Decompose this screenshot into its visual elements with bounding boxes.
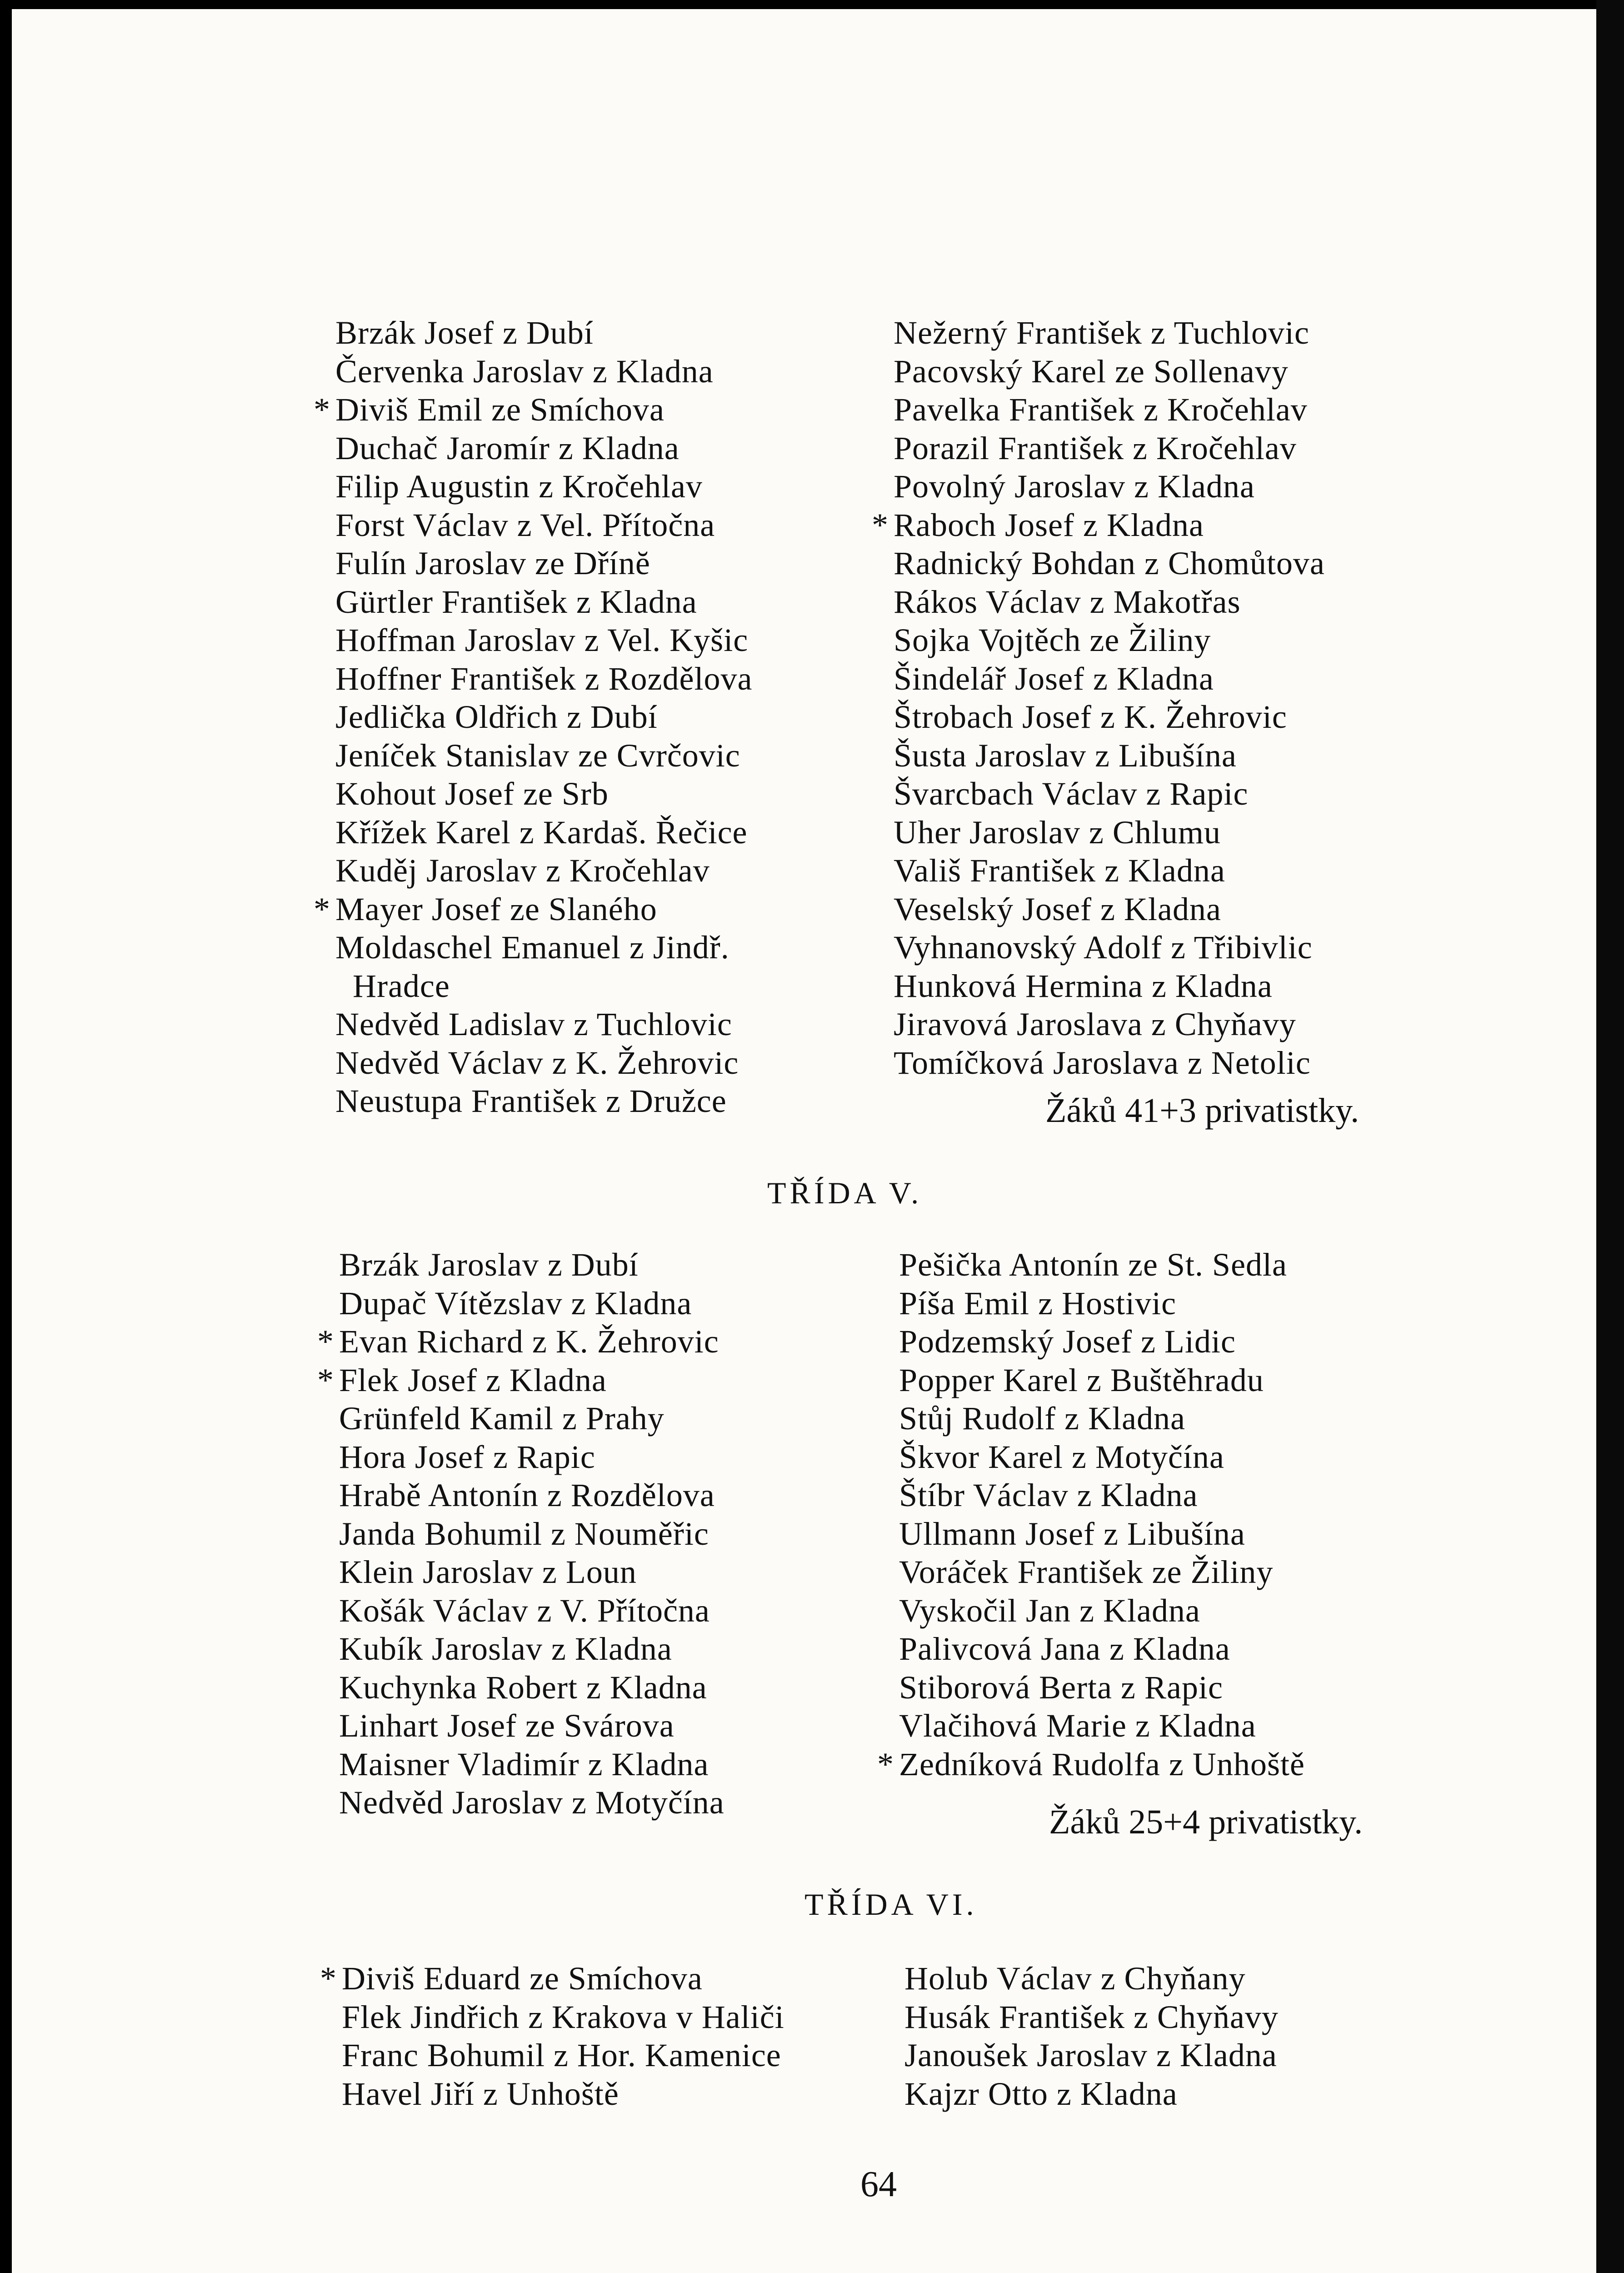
student-name: Maisner Vladimír z Kladna	[339, 1746, 709, 1782]
student-entry	[899, 1515, 1305, 1553]
student-name: Linhart Josef ze Svárova	[339, 1707, 675, 1744]
student-name: Tomíčková Jaroslava z Netolic	[894, 1044, 1311, 1081]
student-entry	[894, 467, 1325, 506]
student-name: Vlačihová Marie z Kladna	[899, 1707, 1256, 1744]
student-entry	[339, 1630, 725, 1668]
student-entry	[339, 1246, 725, 1284]
student-name: Mayer Josef ze Slaného	[335, 891, 657, 927]
student-entry	[899, 1284, 1305, 1323]
student-name: Popper Karel z Buštěhradu	[899, 1362, 1264, 1398]
student-name: Kubík Jaroslav z Kladna	[339, 1631, 672, 1667]
student-entry	[894, 775, 1325, 813]
student-name: Sojka Vojtěch ze Žiliny	[894, 622, 1211, 658]
student-name: Povolný Jaroslav z Kladna	[894, 468, 1255, 505]
student-entry	[335, 851, 752, 890]
student-name: Vyskočil Jan z Kladna	[899, 1592, 1200, 1629]
student-name: Dupač Vítězslav z Kladna	[339, 1285, 692, 1322]
student-name: Holub Václav z Chyňany	[904, 1960, 1246, 1997]
section-v-left-column	[317, 1246, 725, 1822]
student-entry	[899, 1322, 1305, 1361]
section-iv-left-column	[314, 314, 753, 1121]
student-name: Neustupa František z Družce	[335, 1083, 727, 1119]
student-name: Duchač Jaromír z Kladna	[335, 430, 680, 466]
student-entry	[894, 928, 1325, 967]
student-entry	[894, 352, 1325, 391]
student-name: Hoffner František z Rozdělova	[335, 660, 753, 697]
student-entry	[894, 698, 1325, 736]
student-name: Veselský Josef z Kladna	[894, 891, 1221, 927]
student-name: Porazil František z Kročehlav	[894, 430, 1297, 466]
student-name: Nedvěd Jaroslav z Motyčína	[339, 1784, 725, 1821]
student-entry	[894, 391, 1325, 429]
student-entry	[320, 1959, 785, 1998]
student-name: Štrobach Josef z K. Žehrovic	[894, 699, 1287, 735]
student-entry	[894, 621, 1325, 660]
student-entry	[894, 890, 1325, 929]
student-entry	[899, 1246, 1305, 1284]
section-v-summary: Žáků 25+4 privatistky.	[1049, 1803, 1363, 1841]
student-entry	[339, 1707, 725, 1745]
student-entry	[894, 851, 1325, 890]
student-entry	[335, 1044, 752, 1082]
student-entry	[335, 621, 752, 660]
student-entry	[899, 1438, 1305, 1477]
student-name: Jedlička Oldřich z Dubí	[335, 699, 658, 735]
student-name: Gürtler František z Kladna	[335, 583, 697, 620]
student-name: Grünfeld Kamil z Prahy	[339, 1400, 665, 1437]
student-entry	[342, 1998, 785, 2037]
student-name: Ullmann Josef z Libušína	[899, 1515, 1245, 1552]
student-name: Brzák Jaroslav z Dubí	[339, 1247, 639, 1283]
student-entry	[339, 1783, 725, 1822]
student-entry	[894, 967, 1325, 1006]
student-name: Hunková Hermina z Kladna	[894, 967, 1273, 1004]
student-entry	[339, 1438, 725, 1477]
student-entry	[335, 775, 752, 813]
page-number: 64	[860, 2164, 897, 2204]
student-name: Diviš Emil ze Smíchova	[335, 391, 665, 428]
student-name: Filip Augustin z Kročehlav	[335, 468, 703, 505]
student-name: Rákos Václav z Makotřas	[894, 583, 1241, 620]
student-name: Vyhnanovský Adolf z Třibivlic	[894, 929, 1313, 966]
student-entry	[339, 1553, 725, 1592]
student-entry	[335, 352, 752, 391]
student-name: Kuděj Jaroslav z Kročehlav	[335, 852, 710, 889]
student-entry	[335, 928, 752, 967]
student-name: Píša Emil z Hostivic	[899, 1285, 1176, 1322]
student-name: Štíbr Václav z Kladna	[899, 1477, 1198, 1513]
student-entry	[335, 813, 752, 852]
student-name: Havel Jiří z Unhoště	[342, 2075, 619, 2112]
student-name: Kajzr Otto z Kladna	[904, 2075, 1178, 2112]
student-name: Forst Václav z Vel. Přítočna	[335, 506, 715, 543]
student-name: Radnický Bohdan z Chomůtova	[894, 545, 1325, 581]
student-name: Šindelář Josef z Kladna	[894, 660, 1214, 697]
student-entry	[317, 1322, 725, 1361]
student-entry	[314, 890, 752, 929]
asterisk-mark: *	[317, 1323, 334, 1360]
student-entry	[335, 698, 752, 736]
student-entry	[335, 1082, 752, 1121]
student-entry	[339, 1399, 725, 1438]
student-name: Diviš Eduard ze Smíchova	[342, 1960, 703, 1997]
student-name: Kohout Josef ze Srb	[335, 776, 609, 812]
student-entry	[339, 1668, 725, 1707]
section-iv-right-column	[872, 314, 1325, 1082]
student-entry	[894, 1005, 1325, 1044]
student-entry	[314, 391, 752, 429]
student-name: Janoušek Jaroslav z Kladna	[904, 2037, 1277, 2073]
student-name: Šusta Jaroslav z Libušína	[894, 737, 1237, 774]
student-name: Pavelka František z Kročehlav	[894, 391, 1308, 428]
student-entry	[339, 1476, 725, 1515]
student-name: Voráček František ze Žiliny	[899, 1554, 1274, 1590]
student-name: Košák Václav z V. Přítočna	[339, 1592, 710, 1629]
student-entry	[335, 736, 752, 775]
student-name: Franc Bohumil z Hor. Kamenice	[342, 2037, 781, 2073]
student-entry	[899, 1361, 1305, 1400]
section-v-right-column	[877, 1246, 1305, 1783]
student-entry	[339, 1284, 725, 1323]
student-entry	[872, 506, 1325, 545]
asterisk-mark: *	[877, 1746, 894, 1782]
student-name: Švarcbach Václav z Rapic	[894, 776, 1249, 812]
student-entry	[335, 467, 752, 506]
student-entry	[904, 1998, 1279, 2037]
student-name: Hoffman Jaroslav z Vel. Kyšic	[335, 622, 749, 658]
student-name: Červenka Jaroslav z Kladna	[335, 353, 714, 390]
student-entry	[335, 1005, 752, 1044]
section-vi-heading: TŘÍDA VI.	[805, 1887, 978, 1922]
student-name: Stiborová Berta z Rapic	[899, 1669, 1223, 1706]
student-name: Nedvěd Václav z K. Žehrovic	[335, 1044, 739, 1081]
student-name: Husák František z Chyňavy	[904, 1998, 1279, 2035]
student-entry	[899, 1553, 1305, 1592]
student-entry	[339, 1745, 725, 1784]
student-entry	[335, 506, 752, 545]
student-entry	[894, 660, 1325, 698]
student-name: Vališ František z Kladna	[894, 852, 1225, 889]
student-entry	[899, 1476, 1305, 1515]
student-entry	[894, 429, 1325, 468]
student-entry	[335, 967, 752, 1006]
student-entry	[342, 2075, 785, 2113]
student-name: Flek Jindřich z Krakova v Haliči	[342, 1998, 785, 2035]
student-name: Křížek Karel z Kardaš. Řečice	[335, 814, 748, 851]
student-name: Zedníková Rudolfa z Unhoště	[899, 1746, 1305, 1782]
asterisk-mark: *	[314, 891, 330, 927]
section-v-heading: TŘÍDA V.	[767, 1176, 923, 1210]
student-name: Brzák Josef z Dubí	[335, 315, 594, 351]
student-entry	[899, 1630, 1305, 1668]
student-entry	[899, 1399, 1305, 1438]
student-entry	[335, 314, 752, 352]
student-name: Jeníček Stanislav ze Cvrčovic	[335, 737, 740, 774]
student-entry	[894, 544, 1325, 583]
student-name: Pešička Antonín ze St. Sedla	[899, 1247, 1287, 1283]
student-name: Evan Richard z K. Žehrovic	[339, 1323, 719, 1360]
student-entry	[335, 429, 752, 468]
section-vi-right-column	[904, 1959, 1279, 2113]
student-name: Hradce	[353, 967, 450, 1004]
student-entry	[894, 736, 1325, 775]
student-entry	[904, 1959, 1279, 1998]
student-entry	[899, 1707, 1305, 1745]
student-name: Jiravová Jaroslava z Chyňavy	[894, 1006, 1296, 1042]
student-entry	[904, 2075, 1279, 2113]
student-entry	[335, 660, 752, 698]
student-name: Janda Bohumil z Nouměřic	[339, 1515, 709, 1552]
student-entry	[894, 314, 1325, 352]
student-entry	[339, 1515, 725, 1553]
student-entry	[894, 813, 1325, 852]
asterisk-mark: *	[314, 391, 330, 428]
student-entry	[894, 1044, 1325, 1082]
student-name: Škvor Karel z Motyčína	[899, 1438, 1224, 1475]
student-entry	[335, 583, 752, 621]
section-iv-summary: Žáků 41+3 privatistky.	[1045, 1091, 1359, 1130]
student-name: Palivcová Jana z Kladna	[899, 1631, 1230, 1667]
student-entry	[339, 1592, 725, 1630]
student-name: Stůj Rudolf z Kladna	[899, 1400, 1185, 1437]
student-entry	[335, 544, 752, 583]
asterisk-mark: *	[317, 1362, 334, 1398]
student-name: Pacovský Karel ze Sollenavy	[894, 353, 1289, 390]
asterisk-mark: *	[872, 506, 889, 543]
student-name: Klein Jaroslav z Loun	[339, 1554, 637, 1590]
student-name: Raboch Josef z Kladna	[894, 506, 1204, 543]
student-name: Hora Josef z Rapic	[339, 1438, 595, 1475]
student-entry	[877, 1745, 1305, 1784]
student-entry	[894, 583, 1325, 621]
student-entry	[899, 1668, 1305, 1707]
student-entry	[899, 1592, 1305, 1630]
student-name: Podzemský Josef z Lidic	[899, 1323, 1236, 1360]
student-name: Hrabě Antonín z Rozdělova	[339, 1477, 715, 1513]
student-name: Moldaschel Emanuel z Jindř.	[335, 929, 730, 966]
student-name: Kuchynka Robert z Kladna	[339, 1669, 707, 1706]
student-entry	[317, 1361, 725, 1400]
student-entry	[904, 2036, 1279, 2075]
student-name: Nežerný František z Tuchlovic	[894, 315, 1309, 351]
asterisk-mark: *	[320, 1960, 337, 1997]
section-vi-left-column	[320, 1959, 785, 2113]
student-name: Nedvěd Ladislav z Tuchlovic	[335, 1006, 732, 1042]
student-name: Uher Jaroslav z Chlumu	[894, 814, 1221, 851]
student-entry	[342, 2036, 785, 2075]
student-name: Fulín Jaroslav ze Dřínĕ	[335, 545, 650, 581]
student-name: Flek Josef z Kladna	[339, 1362, 607, 1398]
